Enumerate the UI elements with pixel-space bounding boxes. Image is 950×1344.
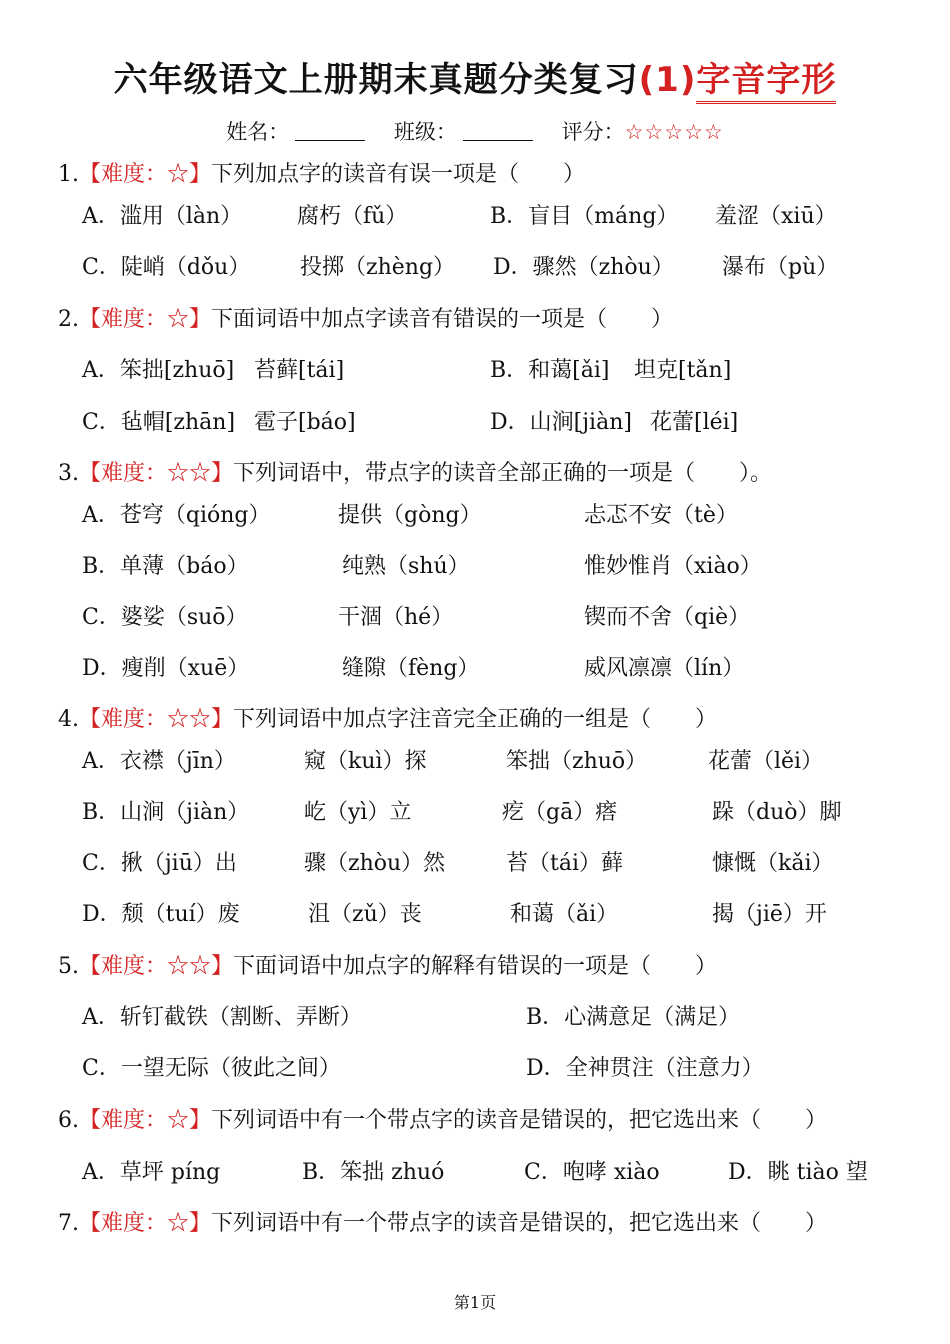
option-item: 干涸（hé） [338,605,454,630]
option-item: 花蕾（lěi） [708,749,824,774]
page-title [0,52,950,101]
option-item: B．盲目（máng） [490,204,679,229]
option-item: A．斩钉截铁（割断、弄断） [82,1005,362,1030]
option-item: 缝隙（fèng） [342,656,480,681]
option-item: 忐忑不安（tè） [584,503,738,528]
class-label: 班级： [393,120,457,144]
option-item: C．婆娑（suō） [82,605,248,630]
difficulty-label: 【难度：☆】 [79,162,212,187]
question-3 [58,459,772,489]
question-number: 2. [58,307,79,332]
student-info-line [0,116,950,146]
difficulty-label: 【难度：☆☆】 [79,954,234,979]
option-item: 苔藓[tái] [254,358,345,383]
page-number: 第1页 [453,1293,497,1312]
option-item: 瀑布（pù） [722,255,839,280]
question-stem: 下列词语中，带点字的读音全部正确的一项是（ ）。 [233,461,773,486]
option-item: C．陡峭（dǒu） [82,255,251,280]
title-number: (1) [638,60,697,100]
option-item: A．苍穹（qióng） [82,503,271,528]
option-item: 雹子[báo] [254,410,356,435]
question-stem: 下列词语中加点字注音完全正确的一组是（ ） [233,707,718,732]
question-number: 3. [58,461,79,486]
question-number: 5. [58,954,79,979]
question-number: 4. [58,707,79,732]
question-number: 6. [58,1108,79,1133]
option-item: 锲而不舍（qiè） [584,605,751,630]
name-label: 姓名： [226,120,290,144]
difficulty-label: 【难度：☆】 [79,1211,212,1236]
option-item: D．骤然（zhòu） [493,255,674,280]
option-item: 腐朽（fǔ） [297,204,408,229]
option-item: 慷慨（kǎi） [712,851,834,876]
question-4 [58,705,717,735]
option-item: C．一望无际（彼此之间） [82,1056,341,1081]
option-item: 威风凛凛（lín） [584,656,745,681]
option-item: 屹（yì）立 [304,800,412,825]
question-7 [58,1209,827,1239]
question-6 [58,1106,827,1136]
option-item: 跺（duò）脚 [712,800,842,825]
option-item: 和蔼（ǎi） [510,902,619,927]
option-item: C．咆哮 xiào [524,1160,660,1185]
option-item: 羞涩（xiū） [715,204,837,229]
option-item: D．眺 tiào 望 [728,1160,868,1185]
option-item: A．笨拙[zhuō] [82,358,235,383]
option-item: C．揪（jiū）出 [82,851,237,876]
difficulty-label: 【难度：☆☆】 [79,707,234,732]
question-stem: 下列加点字的读音有误一项是（ ） [211,162,586,187]
option-item: 苔（tái）藓 [506,851,623,876]
option-item: B．和蔼[ǎi] [490,358,610,383]
option-item: B．笨拙 zhuó [302,1160,445,1185]
question-1 [58,160,585,190]
question-2 [58,305,673,335]
option-item: 提供（gòng） [338,503,482,528]
score-label: 评分： [561,120,625,144]
option-item: 坦克[tǎn] [634,358,732,383]
difficulty-label: 【难度：☆☆】 [79,461,234,486]
question-stem: 下面词语中加点字的解释有错误的一项是（ ） [233,954,718,979]
option-item: 笨拙（zhuō） [506,749,648,774]
question-stem: 下列词语中有一个带点字的读音是错误的，把它选出来（ ） [211,1108,828,1133]
difficulty-label: 【难度：☆】 [79,1108,212,1133]
class-blank[interactable] [463,122,533,141]
option-item: 揭（jiē）开 [712,902,827,927]
difficulty-label: 【难度：☆】 [79,307,212,332]
option-item: 惟妙惟肖（xiào） [584,554,762,579]
option-item: C．毡帽[zhān] [82,410,236,435]
option-item: D．全神贯注（注意力） [526,1056,764,1081]
option-item: 投掷（zhèng） [300,255,456,280]
option-item: 骤（zhòu）然 [304,851,446,876]
option-item: 疙（gā）瘩 [502,800,618,825]
option-item: 花蕾[léi] [650,410,739,435]
question-number: 1. [58,162,79,187]
name-blank[interactable] [295,122,365,141]
option-item: B．山涧（jiàn） [82,800,250,825]
option-item: B．单薄（báo） [82,554,249,579]
option-item: D．颓（tuí）废 [82,902,240,927]
question-5 [58,952,717,982]
option-item: 窥（kuì）探 [304,749,427,774]
title-topic: 字音字形 [696,60,836,104]
question-stem: 下面词语中加点字读音有错误的一项是（ ） [211,307,674,332]
option-item: D．瘦削（xuē） [82,656,250,681]
option-item: 沮（zǔ）丧 [308,902,422,927]
title-main: 六年级语文上册期末真题分类复习 [113,60,639,100]
question-number: 7. [58,1211,79,1236]
question-stem: 下列词语中有一个带点字的读音是错误的，把它选出来（ ） [211,1211,828,1236]
option-item: A．草坪 píng [82,1160,221,1185]
option-item: D．山涧[jiàn] [490,410,632,435]
option-item: A．滥用（làn） [82,204,243,229]
rating-stars: ☆☆☆☆☆ [624,120,724,144]
option-item: B．心满意足（满足） [526,1005,741,1030]
option-item: A．衣襟（jīn） [82,749,236,774]
option-item: 纯熟（shú） [342,554,470,579]
